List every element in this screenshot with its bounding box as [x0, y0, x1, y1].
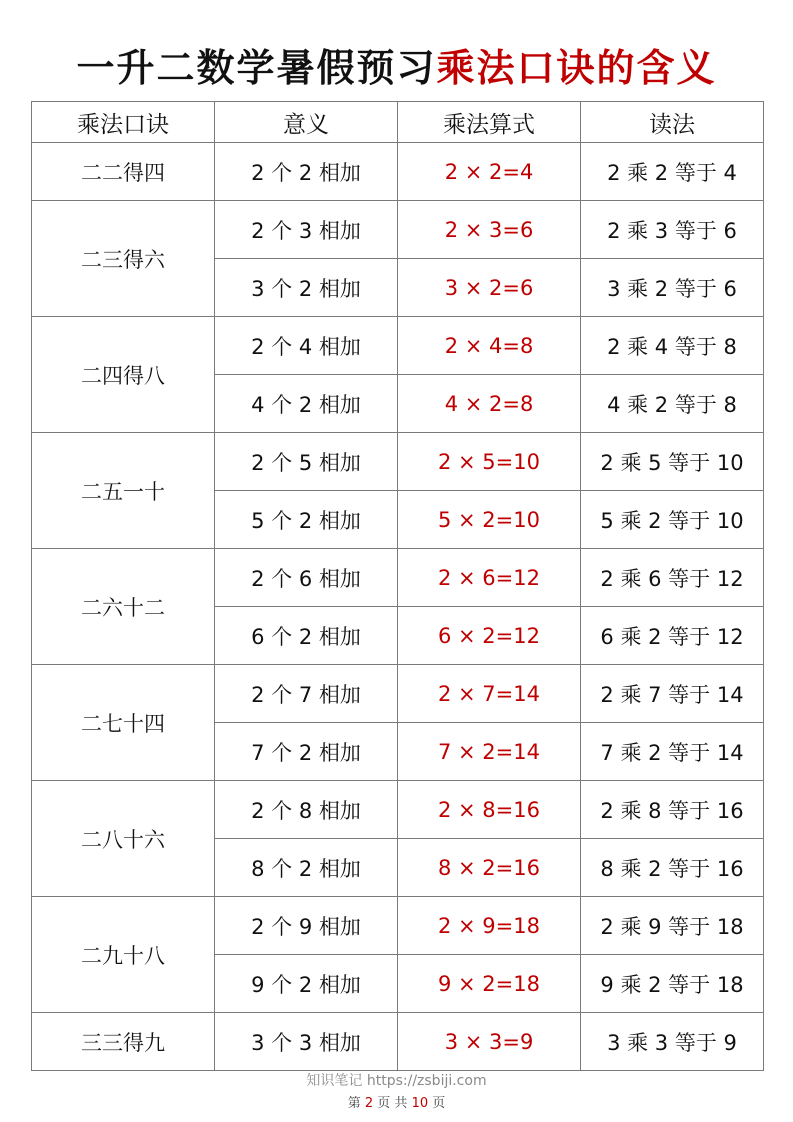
rhyme-cell: 二二得四 — [32, 143, 215, 201]
table-row — [32, 143, 764, 201]
reading-cell: 5 乘 2 等于 10 — [581, 491, 764, 549]
formula-cell: 5 × 2=10 — [398, 491, 581, 549]
header-reading: 读法 — [581, 102, 764, 143]
reading-cell: 9 乘 2 等于 18 — [581, 955, 764, 1013]
table-row — [32, 201, 764, 259]
formula-cell: 4 × 2=8 — [398, 375, 581, 433]
table-row — [32, 897, 764, 955]
table-row — [32, 549, 764, 607]
title-prefix: 一升二数学暑假预习 — [76, 45, 437, 90]
meaning-cell: 9 个 2 相加 — [215, 955, 398, 1013]
meaning-cell: 6 个 2 相加 — [215, 607, 398, 665]
formula-cell: 2 × 8=16 — [398, 781, 581, 839]
meaning-cell: 2 个 4 相加 — [215, 317, 398, 375]
table-row — [32, 317, 764, 375]
page-total: 10 — [411, 1096, 429, 1111]
formula-cell: 2 × 2=4 — [398, 143, 581, 201]
rhyme-cell: 二八十六 — [32, 781, 215, 897]
formula-cell: 2 × 7=14 — [398, 665, 581, 723]
table-header-row — [32, 102, 764, 143]
footer-site-link[interactable]: 知识笔记 https://zsbiji.com — [306, 1073, 487, 1089]
meaning-cell: 2 个 3 相加 — [215, 201, 398, 259]
meaning-cell: 2 个 9 相加 — [215, 897, 398, 955]
formula-cell: 2 × 9=18 — [398, 897, 581, 955]
table-row — [32, 433, 764, 491]
reading-cell: 2 乘 2 等于 4 — [581, 143, 764, 201]
formula-cell: 2 × 6=12 — [398, 549, 581, 607]
page-middle: 页 共 — [377, 1096, 408, 1111]
reading-cell: 7 乘 2 等于 14 — [581, 723, 764, 781]
header-meaning: 意义 — [215, 102, 398, 143]
formula-cell: 2 × 4=8 — [398, 317, 581, 375]
page-indicator — [0, 1092, 793, 1111]
reading-cell: 2 乘 4 等于 8 — [581, 317, 764, 375]
header-rhyme: 乘法口诀 — [32, 102, 215, 143]
reading-cell: 4 乘 2 等于 8 — [581, 375, 764, 433]
formula-cell: 3 × 3=9 — [398, 1013, 581, 1071]
rhyme-cell: 二九十八 — [32, 897, 215, 1013]
meaning-cell: 2 个 8 相加 — [215, 781, 398, 839]
meaning-cell: 2 个 2 相加 — [215, 143, 398, 201]
table-row — [32, 665, 764, 723]
page-current: 2 — [364, 1096, 374, 1111]
reading-cell: 3 乘 3 等于 9 — [581, 1013, 764, 1071]
rhyme-cell: 二三得六 — [32, 201, 215, 317]
meaning-cell: 2 个 5 相加 — [215, 433, 398, 491]
reading-cell: 8 乘 2 等于 16 — [581, 839, 764, 897]
reading-cell: 2 乘 7 等于 14 — [581, 665, 764, 723]
formula-cell: 2 × 5=10 — [398, 433, 581, 491]
formula-cell: 8 × 2=16 — [398, 839, 581, 897]
table-row — [32, 1013, 764, 1071]
reading-cell: 3 乘 2 等于 6 — [581, 259, 764, 317]
reading-cell: 2 乘 6 等于 12 — [581, 549, 764, 607]
formula-cell: 9 × 2=18 — [398, 955, 581, 1013]
rhyme-cell: 二五一十 — [32, 433, 215, 549]
meaning-cell: 4 个 2 相加 — [215, 375, 398, 433]
meaning-cell: 2 个 7 相加 — [215, 665, 398, 723]
reading-cell: 2 乘 8 等于 16 — [581, 781, 764, 839]
header-formula: 乘法算式 — [398, 102, 581, 143]
meaning-cell: 5 个 2 相加 — [215, 491, 398, 549]
multiplication-table — [31, 101, 764, 1071]
reading-cell: 2 乘 5 等于 10 — [581, 433, 764, 491]
rhyme-cell: 二六十二 — [32, 549, 215, 665]
rhyme-cell: 三三得九 — [32, 1013, 215, 1071]
reading-cell: 2 乘 3 等于 6 — [581, 201, 764, 259]
formula-cell: 2 × 3=6 — [398, 201, 581, 259]
formula-cell: 7 × 2=14 — [398, 723, 581, 781]
title-highlight: 乘法口诀的含义 — [436, 45, 717, 90]
table-row — [32, 781, 764, 839]
meaning-cell: 2 个 6 相加 — [215, 549, 398, 607]
meaning-cell: 3 个 2 相加 — [215, 259, 398, 317]
page-title — [0, 40, 793, 96]
formula-cell: 3 × 2=6 — [398, 259, 581, 317]
meaning-cell: 3 个 3 相加 — [215, 1013, 398, 1071]
meaning-cell: 8 个 2 相加 — [215, 839, 398, 897]
meaning-cell: 7 个 2 相加 — [215, 723, 398, 781]
formula-cell: 6 × 2=12 — [398, 607, 581, 665]
reading-cell: 6 乘 2 等于 12 — [581, 607, 764, 665]
rhyme-cell: 二四得八 — [32, 317, 215, 433]
page-prefix: 第 — [347, 1096, 361, 1111]
page-suffix: 页 — [432, 1096, 446, 1111]
rhyme-cell: 二七十四 — [32, 665, 215, 781]
reading-cell: 2 乘 9 等于 18 — [581, 897, 764, 955]
